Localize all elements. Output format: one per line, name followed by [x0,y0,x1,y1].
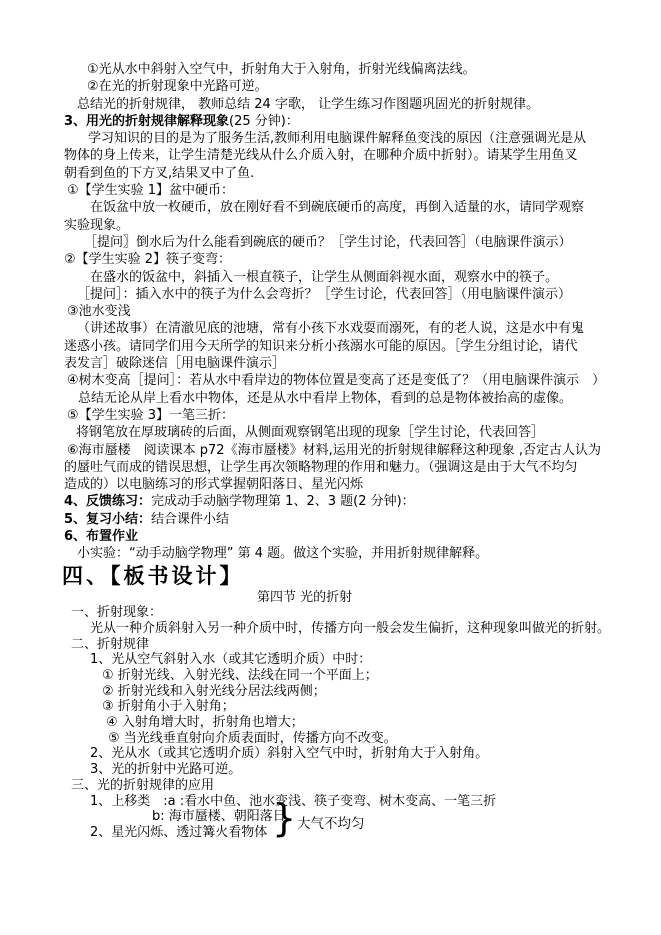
text-line [64,637,609,653]
text-segment: 造成的）以电脑练习的形式掌握朝阳落日、星光闪烁 [64,477,364,493]
text-segment: ②在光的折射现象中光路可逆。 [87,79,268,95]
text-line [64,234,609,251]
text-line [64,113,609,130]
text-line [64,251,609,268]
text-line [64,130,609,147]
board-design-section [64,590,609,841]
text-segment: 小实验：“动手动脑学物理” 第 4 题。做这个实验，并用折射规律解释。 [77,546,489,562]
text-line [64,61,609,78]
text-line [64,459,609,476]
text-line [64,286,609,303]
text-segment: 1、上移类 :a :看水中鱼、池水变浅、筷子变弯、树木变高、一笔三折 [90,793,497,809]
text-segment: 完成动手动脑学物理第 1、2、3 题(2 分钟)： [151,494,415,510]
text-line [64,731,609,747]
text-line [64,605,609,621]
text-line [64,217,609,234]
text-line [64,320,609,337]
bold-text-segment: 5、复习小结： [64,511,152,527]
text-segment: ② 折射光线和入射光线分居法线两侧； [102,683,326,699]
text-segment: 1、光从空气斜射入水（或其它透明介质）中时： [90,652,372,668]
text-segment: ① 折射光线、入射光线、法线在同一个平面上； [102,668,378,684]
text-line [64,493,609,510]
text-line [64,699,609,715]
text-segment: 迷惑小孩。请同学们用今天所学的知识来分析小孩溺水可能的原因。［学生分组讨论，请代 [64,338,578,354]
text-line [64,762,609,778]
text-line [64,390,609,407]
text-segment: ⑤ 当光线垂直射向介质表面时，传播方向不改变。 [108,730,397,746]
text-line [64,78,609,95]
brace-annotation: 大气不均匀 [297,816,365,832]
text-segment: 第四节 光的折射 [257,589,353,605]
text-segment: 表发言］破除迷信［用电脑课件演示］ [64,356,286,372]
text-line [64,442,609,459]
text-segment: 一、折射现象： [71,605,163,621]
text-line [64,338,609,355]
text-segment: ［提问〗倒水后为什么能看到碗底的硬币？［学生讨论，代表回答］（电脑课件演示） [84,234,572,250]
text-segment: 三、光的折射规律的应用 [71,777,215,793]
text-line [64,590,609,606]
text-line [64,355,609,372]
text-segment: ⑤【学生实验 3】一笔三折： [67,407,235,423]
text-segment: 结合课件小结 [151,511,230,527]
text-segment: 学习知识的目的是为了服务生活,教师利用电脑课件解释鱼变浅的原因（注意强调光是从 [88,131,587,147]
right-curly-brace: } [272,796,297,840]
text-segment: 光从一种介质斜射入另一种介质中时，传播方向一般会发生偏折，这种现象叫做光的折射。 [90,620,611,636]
text-segment: 总结光的折射规律， 教师总结 24 字歌， 让学生练习作图题巩固光的折射规律。 [77,96,540,112]
text-line [64,746,609,762]
text-segment: 物体的身上传来，让学生清楚光线从什么介质入射，在哪种介质中折射）。请某学生用鱼叉 [64,148,578,164]
text-segment: ②【学生实验 2】筷子变弯： [64,252,232,268]
text-line [64,182,609,199]
bold-text-segment: 3、用光的折射规律解释现象 [64,113,230,129]
text-segment: ①【学生实验 1】盆中硬币： [67,183,235,199]
text-segment: ④树木变高［提问］：若从水中看岸边的物体位置是变高了还是变低了？（用电脑课件演示 ） [67,373,606,389]
text-line [64,684,609,700]
text-line [64,621,609,637]
text-segment: 朝看到鱼的下方叉,结果叉中了鱼. [64,165,255,181]
text-segment: b: 海市蜃楼、朝阳落日 [152,809,286,825]
text-line [64,372,609,389]
text-line [64,147,609,164]
text-line [64,269,609,286]
text-line [64,424,609,441]
text-segment: （讲述故事）在清澈见底的池塘，常有小孩下水戏耍而溺死，有的老人说，这是水中有鬼 [77,321,585,337]
board-design-heading: 四、【板书设计】 [62,563,244,588]
text-line [64,407,609,424]
text-line [64,794,609,810]
text-line [64,528,609,545]
text-segment: 在盛水的饭盆中，斜插入一根直筷子，让学生从侧面斜视水面，观察水中的筷子。 [90,269,559,285]
text-segment: 的蜃吐气而成的错误思想，让学生再次领略物理的作用和魅力。（强调这是由于大气不均匀 [64,459,578,475]
text-line [64,96,609,113]
document-content [64,61,609,841]
text-segment: 2、光从水（或其它透明介质）斜射入空气中时，折射角大于入射角。 [90,746,489,762]
text-segment: 3、光的折射中光路可逆。 [90,762,242,778]
text-segment: ⑥海市蜃楼 阅读课本 p72《海市蜃楼》材料,运用光的折射规律解释这种现象 ,否定古人认为 [67,442,601,458]
text-line [64,715,609,731]
text-segment: ④ 入射角增大时，折射角也增大； [106,715,304,731]
text-segment: ③ 折射角小于入射角； [102,699,235,715]
text-line [64,199,609,216]
text-line [64,303,609,320]
text-segment: 二、折射规律 [71,636,150,652]
text-segment: 2、星光闪烁、透过篝火看物体 [90,824,268,840]
text-line [64,165,609,182]
text-segment: (25 分钟)： [229,113,299,129]
text-line [64,668,609,684]
text-line [64,511,609,528]
text-segment: 在饭盆中放一枚硬币，放在刚好看不到碗底硬币的高度，再倒入适量的水，请同学观察 [90,200,585,216]
text-segment: 实验现象。 [64,217,130,233]
text-segment: 将钢笔放在厚玻璃砖的后面，从侧面观察钢笔出现的现象［学生讨论，代表回答］ [76,425,545,441]
bold-text-segment: 4、反馈练习： [64,494,152,510]
text-line [64,476,609,493]
text-segment: ①光从水中斜射入空气中，折射角大于入射角，折射光线偏离法线。 [87,62,476,77]
text-segment: 总结无论从岸上看水中物体，还是从水中看岸上物体，看到的总是物体被抬高的虚像。 [78,390,573,406]
text-segment: ［提问］：插入水中的筷子为什么会弯折？［学生讨论，代表回答］（用电脑课件演示） [77,286,572,302]
text-line [64,652,609,668]
bold-text-segment: 6、布置作业 [64,529,139,545]
text-line [64,545,609,562]
lesson-procedure-section [64,61,609,563]
text-line [64,778,609,794]
text-segment: ③池水变浅 [67,304,131,320]
